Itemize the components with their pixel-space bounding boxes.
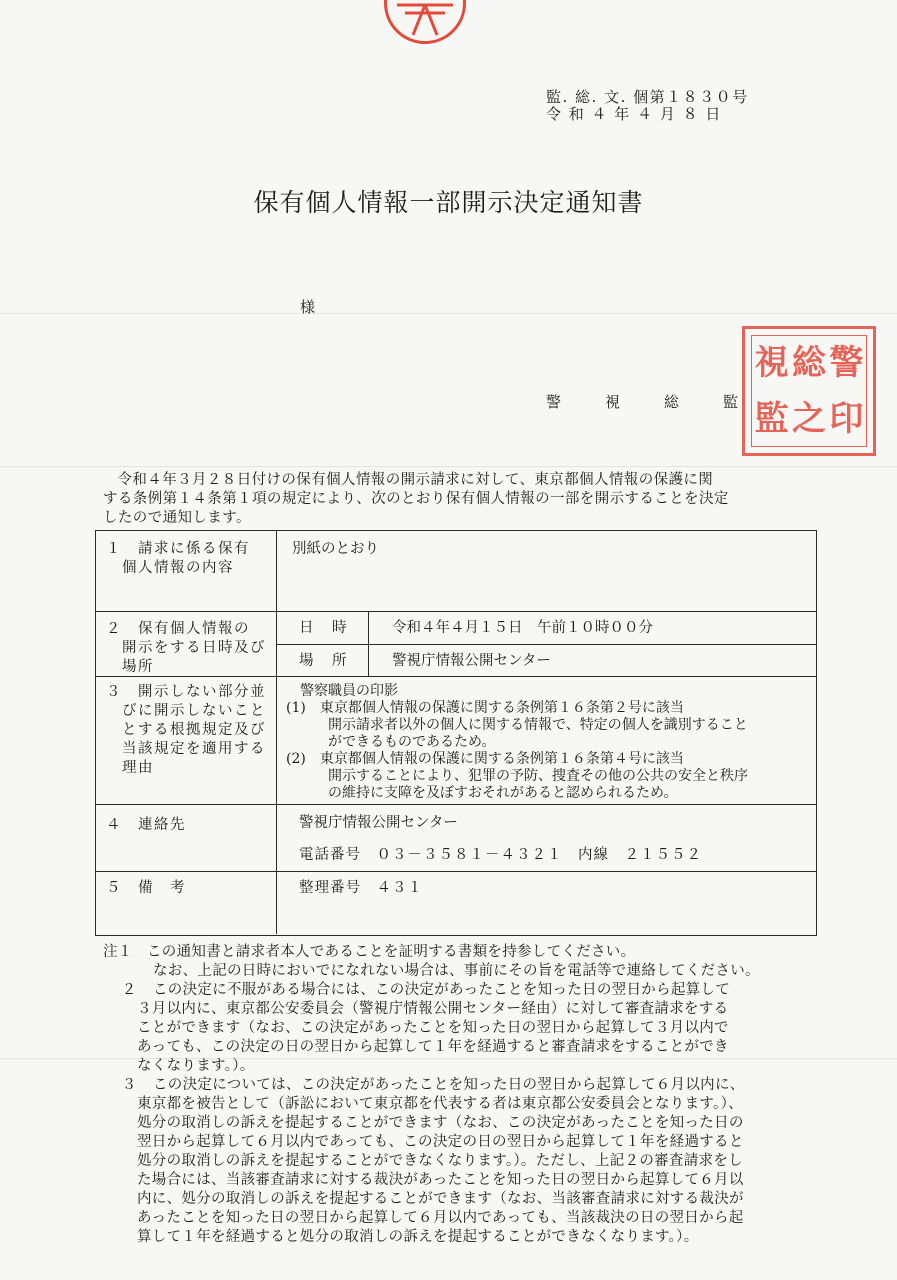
paper-fold-line [0, 313, 897, 314]
seal-char: 監 [754, 399, 789, 439]
notes-section [103, 943, 823, 1247]
seal-char: 印 [829, 399, 864, 439]
note-line: た場合には、当該審査請求に対する裁決があったことを知った日の翌日から起算して６月以 [137, 1172, 744, 1188]
note-number: ２ [107, 982, 137, 998]
label-line: 場所 [106, 659, 154, 675]
label-line: びに開示しないこと [106, 703, 266, 719]
label-line: 開示をする日時及び [106, 640, 266, 656]
note-item [103, 943, 823, 981]
note-item [103, 1076, 823, 1247]
row1-label [106, 540, 250, 578]
note-line: なお、上記の日時においでになれない場合は、事前にその旨を電話等で連絡してください。 [153, 963, 760, 979]
paper-fold-line [0, 466, 897, 467]
table-divider [96, 804, 816, 805]
seal-char: 之 [791, 399, 826, 439]
note-line: ３月以内に、東京都公安委員会（警視庁情報公開センター経由）に対して審査請求をする [137, 1001, 729, 1017]
note-line: この決定については、この決定があったことを知った日の翌日から起算して６月以内に、 [153, 1077, 745, 1093]
datetime-label: 日 時 [299, 620, 349, 636]
note-line: 算して１年を経過すると処分の取消しの訴えを提起することができなくなります。）。 [137, 1229, 699, 1245]
row4-label: ４ 連絡先 [106, 817, 186, 833]
note-line: ことができます（なお、この決定があったことを知った日の翌日から起算して３月以内で [137, 1020, 729, 1036]
row5-label: ５ 備 考 [106, 880, 186, 896]
official-stamp-top [384, 0, 466, 44]
note-line: 処分の取消しの訴えを提起することができなくなります。）。ただし、上記２の審査請求をし [137, 1153, 743, 1169]
content-line: (1) 東京都個人情報の保護に関する条例第１６条第２号に該当 [286, 700, 684, 716]
note-line: この決定に不服がある場合には、この決定があったことを知った日の翌日から起算して [153, 982, 731, 998]
contact-phone: 電話番号 ０３－３５８１－４３２１ 内線 ２１５５２ [299, 847, 702, 863]
official-seal [742, 326, 876, 456]
note-number: ３ [107, 1077, 137, 1093]
content-line: 警察職員の印影 [300, 683, 398, 699]
note-line: 内に、処分の取消しの訴えを提起することができます（なお、当該審査請求に対する裁決が [137, 1191, 744, 1207]
row3-label [106, 683, 266, 778]
label-line: ２ 保有個人情報の [106, 621, 250, 637]
label-line: 当該規定を適用する [106, 741, 266, 757]
document-number: 監. 総. 文. 個第１８３０号 [546, 88, 749, 106]
decision-table [95, 530, 817, 936]
note-line: この通知書と請求者本人であることを証明する書類を持参してください。 [147, 944, 636, 960]
content-line: の維持に支障を及ぼすおそれがあると認められるため。 [286, 785, 678, 801]
label-line: とする根拠規定及び [106, 722, 266, 738]
table-divider [276, 644, 816, 645]
intro-line: したので通知します。 [103, 510, 251, 526]
note-line: 翌日から起算して６月以内であっても、この決定の日の翌日から起算して１年を経過すると [137, 1134, 744, 1150]
contact-name: 警視庁情報公開センター [299, 815, 458, 831]
place-value: 警視庁情報公開センター [392, 653, 551, 669]
intro-line: 令和４年３月２８日付けの保有個人情報の開示請求に対して、東京都個人情報の保護に関 [117, 472, 714, 488]
label-line: 個人情報の内容 [106, 560, 234, 576]
label-line: ３ 開示しない部分並 [106, 684, 266, 700]
intro-line: する条例第１４条第１項の規定により、次のとおり保有個人情報の一部を開示することを決定 [103, 491, 729, 507]
table-divider [96, 871, 816, 872]
row2-label [106, 620, 266, 677]
seal-char: 総 [791, 343, 826, 383]
content-line: 開示することにより、犯罪の予防、捜査その他の公共の安全と秩序 [286, 768, 748, 784]
document-date: 令 和 ４ 年 ４ 月 ８ 日 [546, 105, 722, 123]
content-line: 開示請求者以外の個人に関する情報で、特定の個人を識別すること [286, 717, 748, 733]
note-line: 東京都を被告として（訴訟において東京都を代表する者は東京都公安委員会となります。）、 [137, 1096, 743, 1112]
table-divider [276, 531, 277, 934]
seal-characters [753, 335, 865, 447]
table-divider [96, 611, 816, 612]
note-line: 処分の取消しの訴えを提起することができます（なお、この決定があったことを知った日の [137, 1115, 744, 1131]
datetime-value: 令和４年４月１５日 午前１０時００分 [392, 620, 653, 636]
reference-number: 整理番号 ４３１ [299, 880, 423, 896]
intro-paragraph [103, 471, 815, 528]
note-line: なくなります。）。 [137, 1058, 255, 1074]
place-label: 場 所 [299, 653, 349, 669]
document-title: 保有個人情報一部開示決定通知書 [253, 188, 644, 217]
content-line: ができるものであるため。 [286, 734, 496, 750]
label-line: 理由 [106, 760, 154, 776]
note-number: 注１ [103, 944, 133, 960]
label-line: １ 請求に係る保有 [106, 541, 250, 557]
row3-content [286, 683, 748, 802]
sender-name: 警視総監 [546, 393, 783, 411]
note-line: あったことを知った日の翌日から起算して６月以内であっても、当該裁決の日の翌日から起 [137, 1210, 744, 1226]
row1-content: 別紙のとおり [292, 541, 379, 557]
stamp-emblem-icon [387, 0, 463, 41]
note-line: あっても、この決定の日の翌日から起算して１年を経過すると審査請求をすることができ [137, 1039, 729, 1055]
note-item [103, 981, 823, 1076]
seal-char: 警 [829, 343, 864, 383]
recipient-honorific: 様 [300, 298, 316, 316]
seal-char: 視 [754, 343, 789, 383]
content-line: (2) 東京都個人情報の保護に関する条例第１６条第４号に該当 [286, 751, 684, 767]
